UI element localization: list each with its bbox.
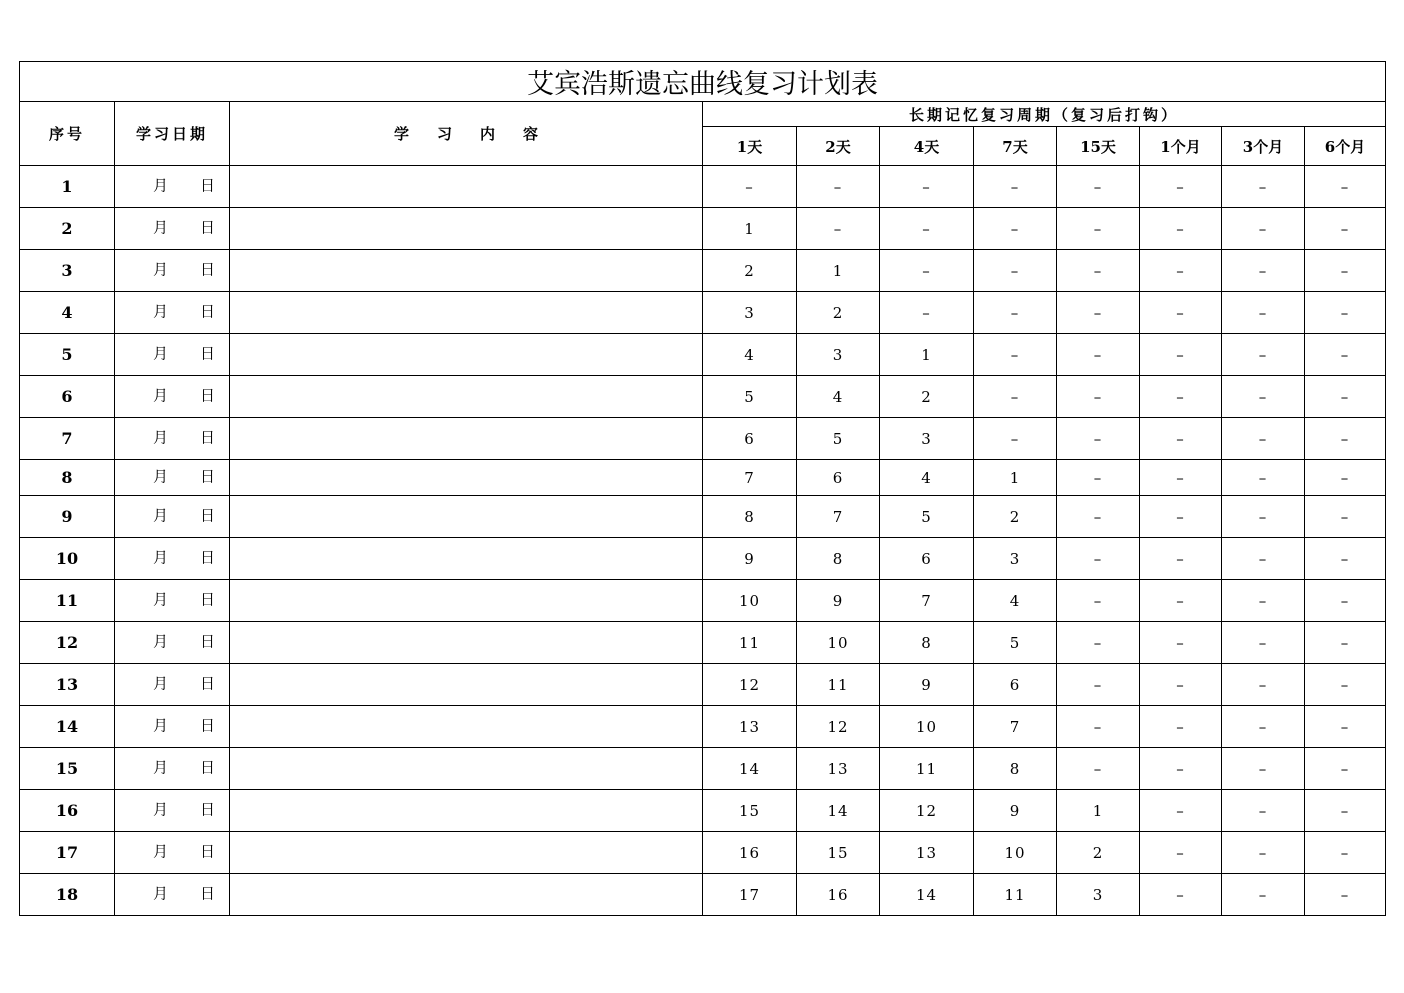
review-cell[interactable]: 1 xyxy=(797,250,880,292)
review-cell[interactable]: 13 xyxy=(703,706,797,748)
review-cell[interactable]: – xyxy=(1222,622,1305,664)
header-content-char: 内 xyxy=(480,125,496,143)
review-cell[interactable]: – xyxy=(974,418,1057,460)
header-period-7d: 7天 xyxy=(974,127,1057,166)
review-cell[interactable]: 7 xyxy=(880,580,974,622)
header-content-char: 学 xyxy=(393,125,409,143)
table-row xyxy=(20,250,1386,292)
review-cell[interactable]: 9 xyxy=(797,580,880,622)
review-cell[interactable]: – xyxy=(1222,496,1305,538)
study-content-cell[interactable] xyxy=(230,538,703,580)
review-cell[interactable]: 5 xyxy=(974,622,1057,664)
review-cell[interactable]: 2 xyxy=(880,376,974,418)
study-date-cell[interactable] xyxy=(115,292,230,334)
day-label: 日 xyxy=(200,883,216,902)
table-row xyxy=(20,832,1386,874)
review-cell[interactable]: – xyxy=(1305,460,1386,496)
review-cell[interactable]: – xyxy=(1140,496,1222,538)
review-cell[interactable]: – xyxy=(797,208,880,250)
table-row xyxy=(20,748,1386,790)
review-cell[interactable]: – xyxy=(797,166,880,208)
review-cell[interactable]: 2 xyxy=(797,292,880,334)
review-cell[interactable]: – xyxy=(1140,538,1222,580)
review-cell[interactable]: 12 xyxy=(703,664,797,706)
review-cell[interactable]: – xyxy=(1305,292,1386,334)
header-content-char: 容 xyxy=(523,125,539,143)
review-cell[interactable]: – xyxy=(1305,706,1386,748)
review-cell[interactable]: – xyxy=(1140,748,1222,790)
study-date-cell[interactable] xyxy=(115,208,230,250)
study-content-cell[interactable] xyxy=(230,208,703,250)
table-row xyxy=(20,496,1386,538)
review-cell[interactable]: – xyxy=(1305,166,1386,208)
study-content-cell[interactable] xyxy=(230,790,703,832)
study-date-cell[interactable] xyxy=(115,832,230,874)
month-label: 月 xyxy=(153,883,169,902)
review-cell[interactable]: – xyxy=(1305,832,1386,874)
review-cell[interactable]: 5 xyxy=(703,376,797,418)
review-cell[interactable]: – xyxy=(1305,622,1386,664)
review-cell[interactable]: – xyxy=(1222,832,1305,874)
review-cell[interactable]: – xyxy=(1222,250,1305,292)
study-date-cell[interactable] xyxy=(115,166,230,208)
row-index: 11 xyxy=(20,580,115,622)
review-cell[interactable]: – xyxy=(880,250,974,292)
row-index: 4 xyxy=(20,292,115,334)
day-label: 日 xyxy=(200,301,216,320)
review-cell[interactable]: – xyxy=(880,208,974,250)
month-label: 月 xyxy=(153,589,169,608)
review-cell[interactable]: – xyxy=(1057,706,1140,748)
study-content-cell[interactable] xyxy=(230,496,703,538)
review-cell[interactable]: – xyxy=(1222,460,1305,496)
review-cell[interactable]: – xyxy=(1305,334,1386,376)
review-plan-table xyxy=(19,61,1386,916)
header-period-6m: 6个月 xyxy=(1305,127,1386,166)
review-cell[interactable]: – xyxy=(1057,580,1140,622)
review-cell[interactable]: – xyxy=(974,250,1057,292)
review-cell[interactable]: – xyxy=(1057,208,1140,250)
day-label: 日 xyxy=(200,175,216,194)
month-label: 月 xyxy=(153,385,169,404)
review-cell[interactable]: 7 xyxy=(703,460,797,496)
study-date-cell[interactable] xyxy=(115,376,230,418)
review-cell[interactable]: 4 xyxy=(974,580,1057,622)
review-cell[interactable]: 1 xyxy=(1057,790,1140,832)
table-row xyxy=(20,418,1386,460)
row-index: 13 xyxy=(20,664,115,706)
study-date-cell[interactable] xyxy=(115,460,230,496)
study-date-cell[interactable] xyxy=(115,418,230,460)
table-row xyxy=(20,334,1386,376)
study-date-cell[interactable] xyxy=(115,580,230,622)
study-content-cell[interactable] xyxy=(230,376,703,418)
review-cell[interactable]: 7 xyxy=(797,496,880,538)
table-row xyxy=(20,874,1386,916)
study-date-cell[interactable] xyxy=(115,706,230,748)
review-cell[interactable]: – xyxy=(1222,292,1305,334)
month-label: 月 xyxy=(153,343,169,362)
day-label: 日 xyxy=(200,547,216,566)
table-row xyxy=(20,166,1386,208)
review-cell[interactable]: 4 xyxy=(703,334,797,376)
review-cell[interactable]: 4 xyxy=(797,376,880,418)
review-cell[interactable]: – xyxy=(1305,874,1386,916)
month-label: 月 xyxy=(153,259,169,278)
month-label: 月 xyxy=(153,757,169,776)
review-cell[interactable]: – xyxy=(1140,706,1222,748)
review-cell[interactable]: – xyxy=(1057,496,1140,538)
row-index: 10 xyxy=(20,538,115,580)
review-cell[interactable]: 8 xyxy=(797,538,880,580)
review-cell[interactable]: 7 xyxy=(974,706,1057,748)
header-period-4d: 4天 xyxy=(880,127,974,166)
day-label: 日 xyxy=(200,217,216,236)
study-content-cell[interactable] xyxy=(230,460,703,496)
review-cell[interactable]: 12 xyxy=(797,706,880,748)
review-cell[interactable]: – xyxy=(1222,376,1305,418)
review-cell[interactable]: 16 xyxy=(703,832,797,874)
review-cell[interactable]: 6 xyxy=(797,460,880,496)
review-cell[interactable]: – xyxy=(1140,208,1222,250)
review-cell[interactable]: – xyxy=(1057,292,1140,334)
row-index: 15 xyxy=(20,748,115,790)
review-cell[interactable]: 1 xyxy=(703,208,797,250)
study-content-cell[interactable] xyxy=(230,166,703,208)
day-label: 日 xyxy=(200,385,216,404)
review-cell[interactable]: 15 xyxy=(703,790,797,832)
row-index: 2 xyxy=(20,208,115,250)
month-label: 月 xyxy=(153,631,169,650)
review-cell[interactable]: – xyxy=(1057,622,1140,664)
day-label: 日 xyxy=(200,466,216,485)
table-title: 艾宾浩斯遗忘曲线复习计划表 xyxy=(20,62,1386,102)
row-index: 5 xyxy=(20,334,115,376)
study-content-cell[interactable] xyxy=(230,664,703,706)
row-index: 1 xyxy=(20,166,115,208)
review-cell[interactable]: – xyxy=(1140,832,1222,874)
month-label: 月 xyxy=(153,799,169,818)
review-cell[interactable]: 10 xyxy=(797,622,880,664)
review-cell[interactable]: – xyxy=(1305,496,1386,538)
study-date-cell[interactable] xyxy=(115,334,230,376)
study-date-cell[interactable] xyxy=(115,496,230,538)
row-index: 6 xyxy=(20,376,115,418)
table-row xyxy=(20,460,1386,496)
day-label: 日 xyxy=(200,799,216,818)
header-period-1m: 1个月 xyxy=(1140,127,1222,166)
review-cell[interactable]: – xyxy=(1057,166,1140,208)
study-content-cell[interactable] xyxy=(230,706,703,748)
day-label: 日 xyxy=(200,673,216,692)
review-cell[interactable]: 8 xyxy=(703,496,797,538)
month-label: 月 xyxy=(153,841,169,860)
day-label: 日 xyxy=(200,841,216,860)
review-cell[interactable]: – xyxy=(880,166,974,208)
study-content-cell[interactable] xyxy=(230,622,703,664)
header-period-1d: 1天 xyxy=(703,127,797,166)
table-row xyxy=(20,376,1386,418)
review-cell[interactable]: 14 xyxy=(880,874,974,916)
review-cell[interactable]: 8 xyxy=(880,622,974,664)
review-cell[interactable]: – xyxy=(1222,208,1305,250)
header-date: 学习日期 xyxy=(115,102,230,166)
review-cell[interactable]: – xyxy=(1305,250,1386,292)
header-content-char: 习 xyxy=(436,125,452,143)
review-cell[interactable]: 14 xyxy=(703,748,797,790)
review-cell[interactable]: – xyxy=(1222,538,1305,580)
review-cell[interactable]: 4 xyxy=(880,460,974,496)
study-content-cell[interactable] xyxy=(230,748,703,790)
table-row xyxy=(20,538,1386,580)
review-cell[interactable]: 11 xyxy=(880,748,974,790)
review-cell[interactable]: – xyxy=(1140,664,1222,706)
review-cell[interactable]: – xyxy=(1222,166,1305,208)
review-cell[interactable]: 8 xyxy=(974,748,1057,790)
row-index: 17 xyxy=(20,832,115,874)
month-label: 月 xyxy=(153,466,169,485)
review-cell[interactable]: – xyxy=(1140,292,1222,334)
study-date-cell[interactable] xyxy=(115,790,230,832)
review-cell[interactable]: – xyxy=(974,166,1057,208)
day-label: 日 xyxy=(200,505,216,524)
study-content-cell[interactable] xyxy=(230,832,703,874)
month-label: 月 xyxy=(153,427,169,446)
row-index: 9 xyxy=(20,496,115,538)
review-cell[interactable]: 2 xyxy=(703,250,797,292)
month-label: 月 xyxy=(153,547,169,566)
review-cell[interactable]: 6 xyxy=(703,418,797,460)
review-cell[interactable]: 9 xyxy=(880,664,974,706)
review-cell[interactable]: – xyxy=(974,292,1057,334)
review-cell[interactable]: 10 xyxy=(880,706,974,748)
review-cell[interactable]: – xyxy=(1140,250,1222,292)
review-cell[interactable]: 10 xyxy=(974,832,1057,874)
month-label: 月 xyxy=(153,217,169,236)
header-period-15d: 15天 xyxy=(1057,127,1140,166)
study-date-cell[interactable] xyxy=(115,748,230,790)
study-date-cell[interactable] xyxy=(115,538,230,580)
header-long-term: 长期记忆复习周期（复习后打钩） xyxy=(703,102,1386,127)
study-date-cell[interactable] xyxy=(115,664,230,706)
review-cell[interactable]: – xyxy=(1140,376,1222,418)
day-label: 日 xyxy=(200,427,216,446)
review-cell[interactable]: – xyxy=(703,166,797,208)
review-cell[interactable]: 3 xyxy=(974,538,1057,580)
review-cell[interactable]: – xyxy=(1057,538,1140,580)
review-cell[interactable]: – xyxy=(1057,376,1140,418)
review-cell[interactable]: 6 xyxy=(974,664,1057,706)
table-row xyxy=(20,790,1386,832)
review-cell[interactable]: 17 xyxy=(703,874,797,916)
review-cell[interactable]: – xyxy=(1305,418,1386,460)
day-label: 日 xyxy=(200,715,216,734)
review-cell[interactable]: – xyxy=(1222,874,1305,916)
review-cell[interactable]: – xyxy=(1305,376,1386,418)
table-row xyxy=(20,292,1386,334)
review-cell[interactable]: 1 xyxy=(880,334,974,376)
header-period-2d: 2天 xyxy=(797,127,880,166)
review-cell[interactable]: 9 xyxy=(703,538,797,580)
review-cell[interactable]: – xyxy=(974,334,1057,376)
review-cell[interactable]: 16 xyxy=(797,874,880,916)
review-cell[interactable]: – xyxy=(1057,748,1140,790)
review-cell[interactable]: 9 xyxy=(974,790,1057,832)
row-index: 14 xyxy=(20,706,115,748)
study-content-cell[interactable] xyxy=(230,292,703,334)
row-index: 3 xyxy=(20,250,115,292)
review-cell[interactable]: – xyxy=(1222,580,1305,622)
header-period-3m: 3个月 xyxy=(1222,127,1305,166)
review-cell[interactable]: – xyxy=(1222,334,1305,376)
review-cell[interactable]: 2 xyxy=(1057,832,1140,874)
review-cell[interactable]: – xyxy=(1222,748,1305,790)
review-cell[interactable]: – xyxy=(1057,334,1140,376)
day-label: 日 xyxy=(200,589,216,608)
table-row xyxy=(20,664,1386,706)
review-cell[interactable]: – xyxy=(1305,580,1386,622)
review-cell[interactable]: – xyxy=(1222,790,1305,832)
month-label: 月 xyxy=(153,673,169,692)
review-cell[interactable]: 6 xyxy=(880,538,974,580)
study-content-cell[interactable] xyxy=(230,334,703,376)
review-cell[interactable]: – xyxy=(1140,460,1222,496)
review-cell[interactable]: – xyxy=(1305,748,1386,790)
review-cell[interactable]: – xyxy=(1057,664,1140,706)
review-cell[interactable]: 14 xyxy=(797,790,880,832)
review-cell[interactable]: 1 xyxy=(974,460,1057,496)
month-label: 月 xyxy=(153,715,169,734)
review-cell[interactable]: 15 xyxy=(797,832,880,874)
study-content-cell[interactable] xyxy=(230,418,703,460)
review-cell[interactable]: – xyxy=(1057,460,1140,496)
day-label: 日 xyxy=(200,757,216,776)
header-content xyxy=(230,102,703,166)
row-index: 8 xyxy=(20,460,115,496)
review-cell[interactable]: 12 xyxy=(880,790,974,832)
row-index: 18 xyxy=(20,874,115,916)
review-cell[interactable]: 11 xyxy=(703,622,797,664)
review-cell[interactable]: – xyxy=(1057,250,1140,292)
row-index: 12 xyxy=(20,622,115,664)
study-date-cell[interactable] xyxy=(115,874,230,916)
review-cell[interactable]: 3 xyxy=(797,334,880,376)
review-cell[interactable]: – xyxy=(1305,790,1386,832)
review-cell[interactable]: – xyxy=(974,208,1057,250)
review-cell[interactable]: 11 xyxy=(797,664,880,706)
review-cell[interactable]: – xyxy=(1305,664,1386,706)
review-cell[interactable]: 13 xyxy=(797,748,880,790)
review-cell[interactable]: 5 xyxy=(880,496,974,538)
row-index: 16 xyxy=(20,790,115,832)
review-cell[interactable]: – xyxy=(1222,706,1305,748)
day-label: 日 xyxy=(200,343,216,362)
review-cell[interactable]: – xyxy=(1057,418,1140,460)
review-cell[interactable]: 3 xyxy=(703,292,797,334)
review-cell[interactable]: 5 xyxy=(797,418,880,460)
review-cell[interactable]: – xyxy=(974,376,1057,418)
review-cell[interactable]: – xyxy=(1140,580,1222,622)
review-cell[interactable]: – xyxy=(1140,622,1222,664)
study-date-cell[interactable] xyxy=(115,250,230,292)
review-cell[interactable]: 13 xyxy=(880,832,974,874)
table-row xyxy=(20,622,1386,664)
review-cell[interactable]: – xyxy=(1140,334,1222,376)
review-cell[interactable]: 11 xyxy=(974,874,1057,916)
review-cell[interactable]: – xyxy=(1140,418,1222,460)
study-date-cell[interactable] xyxy=(115,622,230,664)
review-cell[interactable]: 3 xyxy=(880,418,974,460)
review-cell[interactable]: – xyxy=(880,292,974,334)
month-label: 月 xyxy=(153,175,169,194)
review-cell[interactable]: – xyxy=(1305,208,1386,250)
review-cell[interactable]: – xyxy=(1140,166,1222,208)
month-label: 月 xyxy=(153,505,169,524)
review-cell[interactable]: 10 xyxy=(703,580,797,622)
review-cell[interactable]: – xyxy=(1140,874,1222,916)
study-content-cell[interactable] xyxy=(230,874,703,916)
review-cell[interactable]: – xyxy=(1140,790,1222,832)
table-row xyxy=(20,208,1386,250)
table-row xyxy=(20,706,1386,748)
review-cell[interactable]: – xyxy=(1305,538,1386,580)
header-index: 序号 xyxy=(20,102,115,166)
review-cell[interactable]: 2 xyxy=(974,496,1057,538)
study-content-cell[interactable] xyxy=(230,250,703,292)
month-label: 月 xyxy=(153,301,169,320)
table-row xyxy=(20,580,1386,622)
row-index: 7 xyxy=(20,418,115,460)
day-label: 日 xyxy=(200,259,216,278)
review-cell[interactable]: – xyxy=(1222,664,1305,706)
review-cell[interactable]: – xyxy=(1222,418,1305,460)
review-cell[interactable]: 3 xyxy=(1057,874,1140,916)
day-label: 日 xyxy=(200,631,216,650)
study-content-cell[interactable] xyxy=(230,580,703,622)
